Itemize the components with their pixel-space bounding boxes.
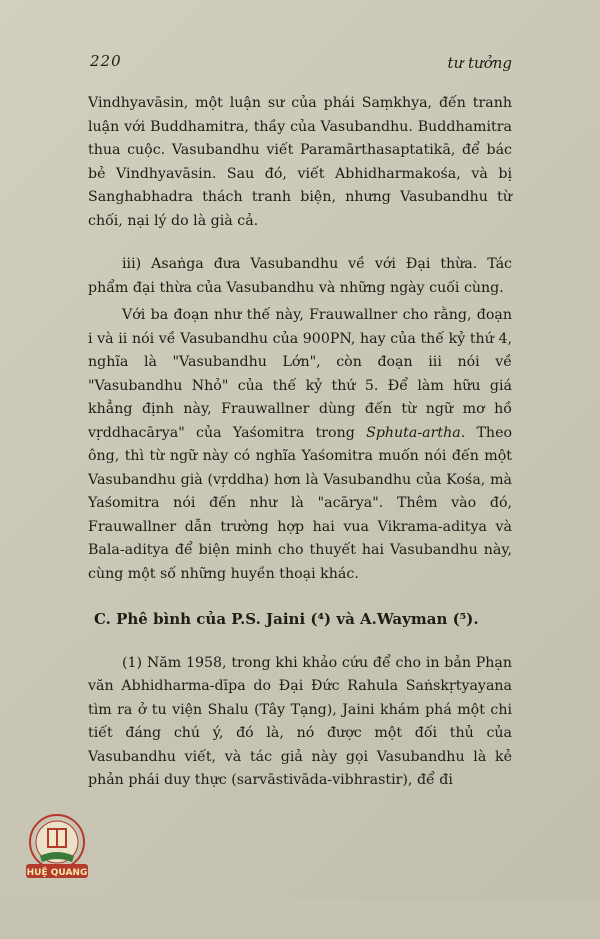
hue-quang-logo (18, 812, 96, 882)
logo-emblem-icon (18, 812, 96, 882)
section-heading: C. Phê bình của P.S. Jaini (⁴) và A.Wayman (⁵). (94, 610, 479, 628)
page-number: 220 (90, 52, 122, 70)
paragraph-3 (88, 304, 512, 586)
running-title: tư tưởng (447, 54, 512, 72)
paragraph-4: (1) Năm 1958, trong khi khảo cứu để cho in bản Phạn văn Abhidharma-dīpa do Đại Đức Rahula Saṅskṛtyayana tìm ra ở tu viện Shalu (Tây Tạng), Jaini khám phá một chi tiết đáng chú ý, đó là, nó được một đối thủ của Vasubandhu viết, và tác giả này gọi Vasubandhu là kẻ phản phái duy thực (sarvāstivāda-vibhrastir), để đi (88, 654, 512, 788)
paragraph-3-text-a: Với ba đoạn như thế này, Frauwallner cho rằng, đoạn i và ii nói về Vasubandhu của 900PN, hay của thế kỷ thứ 4, nghĩa là "Vasubandhu Lớn", còn đoạn iii nói về "Vasubandhu Nhỏ" của thế kỷ thứ 5. Để làm hữu giá khẳng định này, Frauwallner dùng đến từ ngữ mơ hồ vṛddhacārya" của Yaśomitra trong (88, 307, 512, 441)
page-header (90, 52, 512, 76)
paragraph-3-text-b: . Theo ông, thì từ ngữ này có nghĩa Yaśomitra muốn nói đến một Vasubandhu già (vṛddha) hơn là Vasubandhu của Kośa, mà Yaśomitra nói đến như là "acārya". Thêm vào đó, Frauwallner dẫn trường hợp hai vua Vikrama-aditya và Bala-aditya để biện minh cho thuyết hai Vasubandhu này, cùng một số những huyền thoại khác. (88, 424, 513, 582)
paragraph-2: iii) Asaṅga đưa Vasubandhu về với Đại thừa. Tác phẩm đại thừa của Vasubandhu và những ngày cuối cùng. (88, 256, 512, 296)
logo-text: HUỆ QUANG (26, 868, 88, 878)
paragraph-3-italic-title: Sphuta-artha (366, 424, 461, 441)
paragraph-1: Vindhyavāsin, một luận sư của phái Saṃkhya, đến tranh luận với Buddhamitra, thầy của Vasubandhu. Buddhamitra thua cuộc. Vasubandhu viết Paramārthasaptatikā, để bác bẻ Vindhyavāsin. Sau đó, viết Abhidharmakośa, và bị Sanghabhadra thách tranh biện, nhưng Vasubandhu từ chối, nại lý do là già cả. (88, 95, 512, 229)
page-content (88, 92, 512, 793)
